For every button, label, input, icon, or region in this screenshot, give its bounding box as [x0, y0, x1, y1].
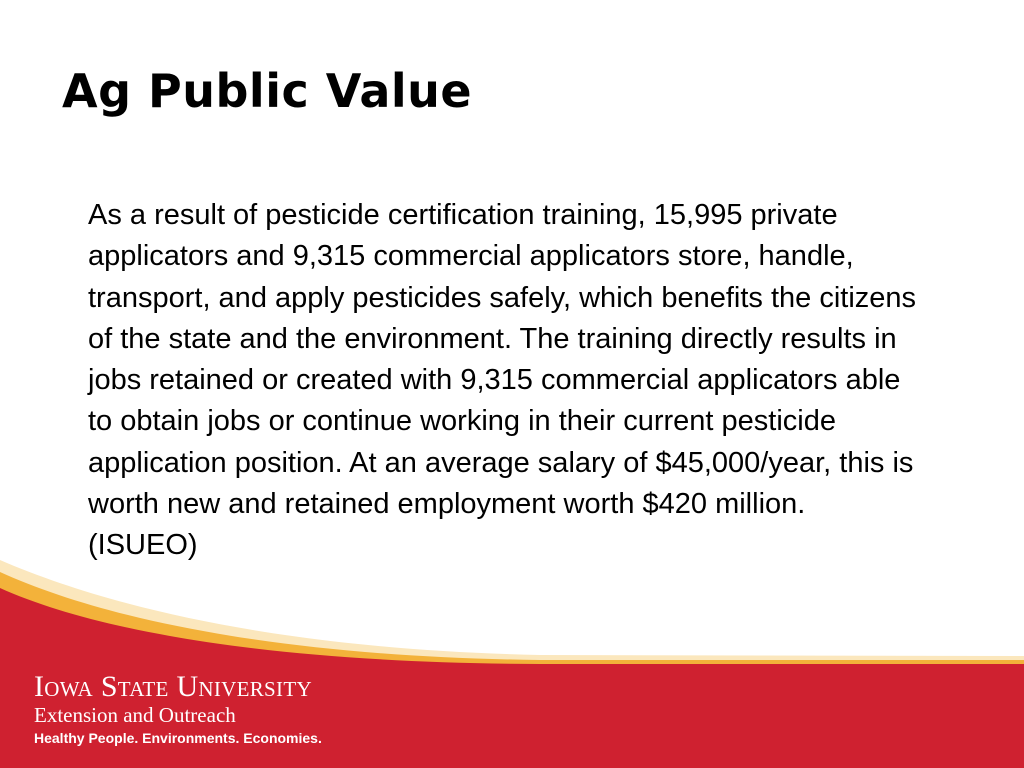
university-logo: [34, 672, 312, 727]
slide-title: Ag Public Value: [62, 64, 473, 118]
university-name: Iowa State University: [34, 670, 312, 703]
extension-outreach-label: Extension and Outreach: [34, 703, 236, 727]
slide-body-text: As a result of pesticide certification training, 15,995 private applicators and 9,315 commercial applicators store, handle, transport, and apply pesticides safely, which benefits the citizens of the state and the environment. The training directly results in jobs retained or created with 9,315 commercial applicators able to obtain jobs or continue working in their current pesticide application position. At an average salary of $45,000/year, this is worth new and retained employment worth $420 million. (ISUEO): [88, 199, 917, 562]
footer-tagline: Healthy People. Environments. Economies.: [34, 730, 322, 746]
